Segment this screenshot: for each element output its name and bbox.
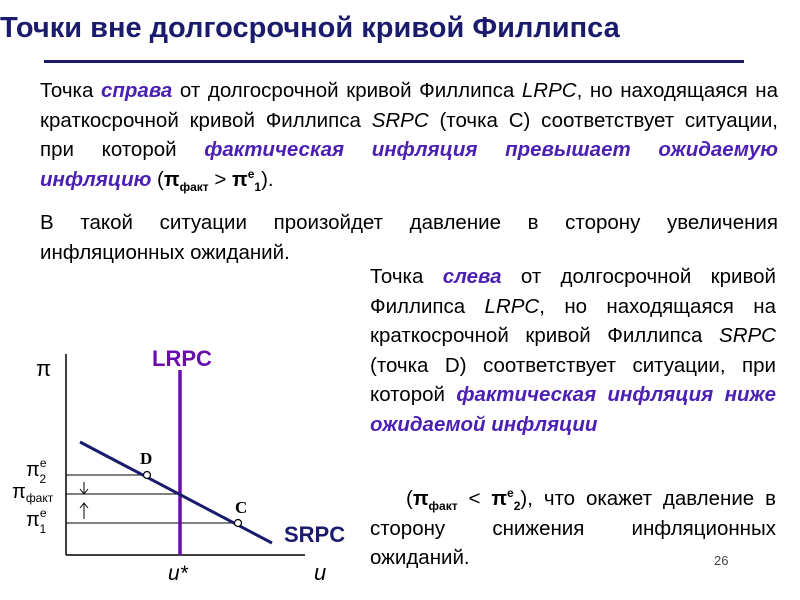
paragraph-left-point: Точка слева от долгосрочной кривой Филлипса LRPC, но находящаяся на краткосрочной кривой Филлипса SRPC (точка D) соответствует ситуации, при которой фактическая инфляция ниже ожидаемой инфляции bbox=[370, 265, 776, 436]
point-c-marker bbox=[235, 520, 242, 527]
highlight-inflation-below: фактическая инфляция ниже ожидаемой инфляции bbox=[370, 383, 776, 436]
paragraph-right-point: Точка справа от долгосрочной кривой Филлипса LRPC, но находящаяся на краткосрочной кривой Филлипса SRPC (точка С) соответствует ситуации, при которой фактическая инфляция превышает ожидаемую инфляцию $(\pi_{факт} > \pi^e_1)$. bbox=[40, 79, 778, 194]
paragraph-pressure-down: $(\pi_{факт} < \pi^e_2)$, что окажет давление в сторону снижения инфляционных ожиданий. bbox=[370, 486, 776, 569]
point-c-label: C bbox=[235, 498, 248, 517]
page-title: Точки вне долгосрочной кривой Филлипса bbox=[0, 12, 620, 44]
pi-fact-label: $\pi_{факт}$ bbox=[12, 481, 54, 505]
highlight-left: слева bbox=[442, 265, 502, 288]
srpc-label: SRPC bbox=[284, 522, 346, 547]
title-underline bbox=[44, 60, 744, 63]
paragraph-pressure-up: В такой ситуации произойдет давление в сторону увеличения инфляционных ожиданий. bbox=[40, 211, 778, 264]
srpc-line bbox=[80, 442, 272, 543]
x-axis-label: u bbox=[314, 560, 327, 585]
lrpc-label: LRPC bbox=[152, 346, 212, 371]
pi-e1-label: $\pi^e$ 1 bbox=[26, 506, 47, 536]
pi-e2-label: $\pi^e$ 2 bbox=[26, 456, 47, 486]
point-d-marker bbox=[144, 472, 151, 479]
point-d-label: D bbox=[140, 449, 153, 468]
u-star-label: u* bbox=[168, 562, 188, 585]
y-axis-label: π bbox=[36, 356, 52, 381]
phillips-curve-diagram bbox=[0, 330, 365, 590]
highlight-inflation-exceeds: фактическая инфляция превышает ожидаемую инфляцию bbox=[40, 138, 778, 191]
highlight-right: справа bbox=[100, 79, 173, 102]
page-number: 26 bbox=[714, 553, 729, 568]
